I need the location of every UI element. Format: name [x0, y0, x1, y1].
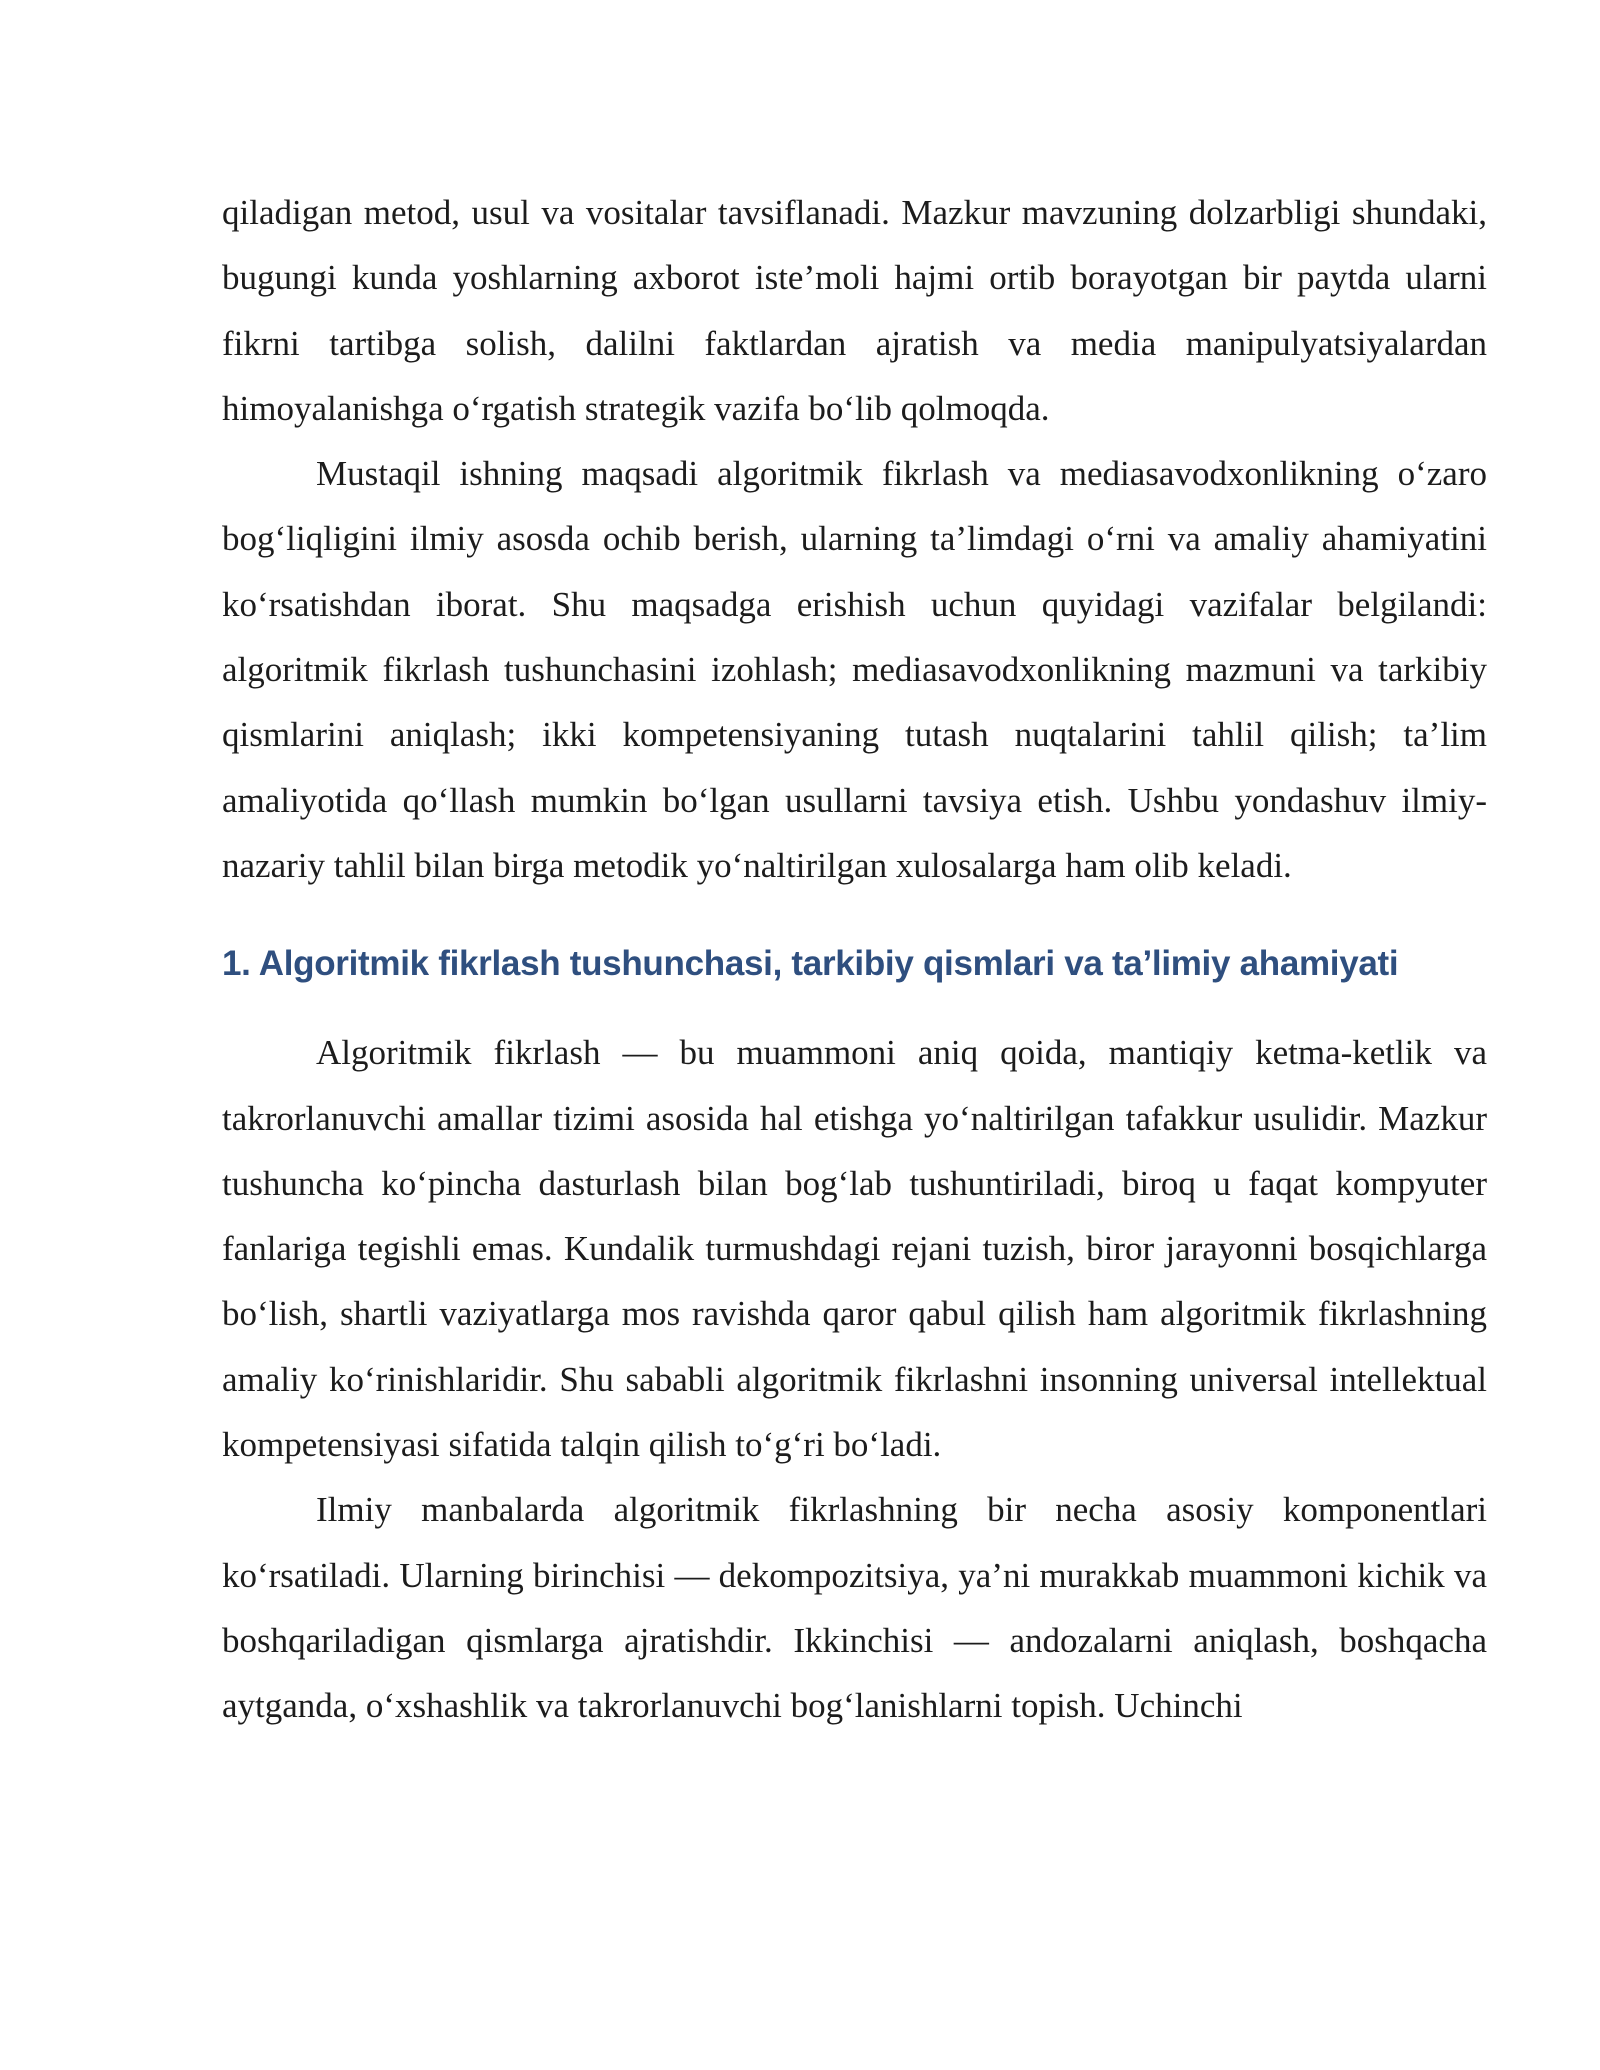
document-body [222, 180, 1487, 1739]
paragraph-1: qiladigan metod, usul va vositalar tavsiflanadi. Mazkur mavzuning dolzarbligi shundaki, bugungi kunda yoshlarning axborot iste’moli hajmi ortib borayotgan bir paytda ularni fikrni tartibga solish, dalilni faktlardan ajratish va media manipulyatsiyalardan himoyalanishga o‘rgatish strategik vazifa bo‘lib qolmoqda. [222, 193, 1487, 428]
paragraph-3: Algoritmik fikrlash — bu muammoni aniq qoida, mantiqiy ketma-ketlik va takrorlanuvchi amallar tizimi asosida hal etishga yo‘naltirilgan tafakkur usulidir. Mazkur tushuncha ko‘pincha dasturlash bilan bog‘lab tushuntiriladi, biroq u faqat kompyuter fanlariga tegishli emas. Kundalik turmushdagi rejani tuzish, biror jarayonni bosqichlarga bo‘lish, shartli vaziyatlarga mos ravishda qaror qabul qilish ham algoritmik fikrlashning amaliy ko‘rinishlaridir. Shu sababli algoritmik fikrlashni insonning universal intellektual kompetensiyasi sifatida talqin qilish to‘g‘ri bo‘ladi. [222, 1033, 1487, 1465]
section-heading: 1. Algoritmik fikrlash tushunchasi, tarkibiy qismlari va ta’limiy ahamiyati [222, 944, 1399, 984]
paragraph-2: Mustaqil ishning maqsadi algoritmik fikrlash va mediasavodxonlikning o‘zaro bog‘liqligini ilmiy asosda ochib berish, ularning ta’limdagi o‘rni va amaliy ahamiyatini ko‘rsatishdan iborat. Shu maqsadga erishish uchun quyidagi vazifalar belgilandi: algoritmik fikrlash tushunchasini izohlash; mediasavodxonlikning mazmuni va tarkibiy qismlarini aniqlash; ikki kompetensiyaning tutash nuqtalarini tahlil qilish; ta’lim amaliyotida qo‘llash mumkin bo‘lgan usullarni tavsiya etish. Ushbu yondashuv ilmiy-nazariy tahlil bilan birga metodik yo‘naltirilgan xulosalarga ham olib keladi. [222, 454, 1487, 885]
paragraph-4: Ilmiy manbalarda algoritmik fikrlashning bir necha asosiy komponentlari ko‘rsatiladi. Ularning birinchisi — dekompozitsiya, ya’ni murakkab muammoni kichik va boshqariladigan qismlarga ajratishdir. Ikkinchisi — andozalarni aniqlash, boshqacha aytganda, o‘xshashlik va takrorlanuvchi bog‘lanishlarni topish. Uchinchi [222, 1490, 1487, 1726]
